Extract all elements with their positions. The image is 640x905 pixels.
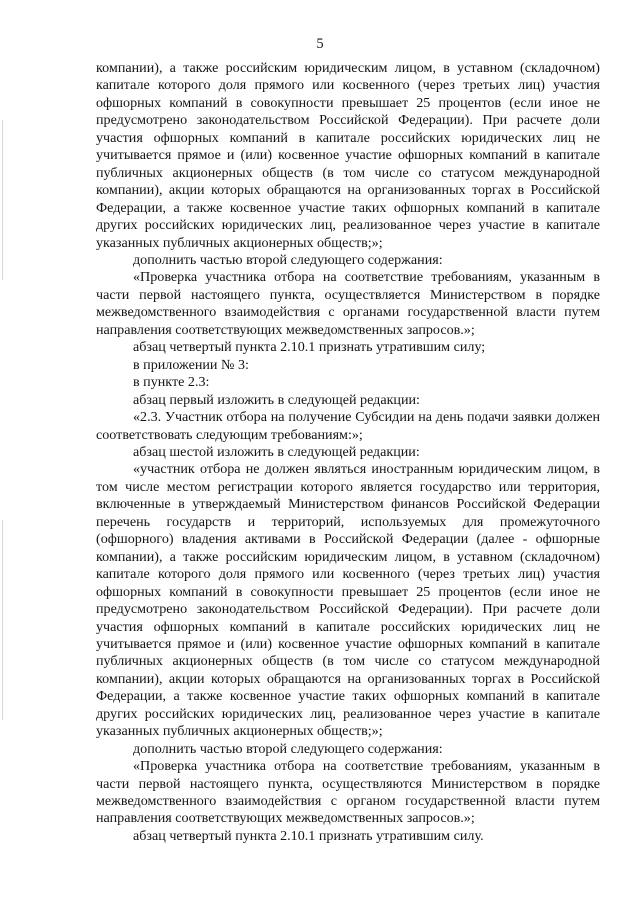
paragraph: абзац шестой изложить в следующей редакции: — [133, 443, 420, 460]
paragraph: абзац первый изложить в следующей редакции: — [133, 391, 420, 408]
scan-edge-mark — [2, 520, 3, 720]
paragraph: дополнить частью второй следующего содержания: — [133, 251, 443, 268]
paragraph-quote: «2.3. Участник отбора на получение Субсидии на день подачи заявки должен соответствовать следующим требованиям:»; — [96, 409, 600, 443]
paragraph: в приложении № 3: — [133, 356, 249, 373]
paragraph: дополнить частью второй следующего содержания: — [133, 740, 443, 757]
paragraph-quote: «участник отбора не должен являться иностранным юридическим лицом, в том числе местом регистрации которого является государство или территория, включенные в утверждаемый Министерством финансов Российской Федерации перечень государств и территорий, используемых для промежуточного (офшорного) владения активами в Российской Федерации (далее - офшорные компании), а также российским юридическим лицом, в уставном (складочном) капитале которого доля прямого или косвенного (через третьих лиц) участия офшорных компаний в совокупности превышает 25 процентов (если иное не предусмотрено законодательством Российской Федерации). При расчете доли участия офшорных компаний в капитале российских юридических лиц не учитывается прямое и (или) косвенное участие офшорных компаний в капитале публичных акционерных обществ (в том числе со статусом международной компании), акции которых обращаются на организованных торгах в Российской Федерации, а также косвенное участие таких офшорных компаний в капитале других российских юридических лиц, реализованное через участие в капитале указанных публичных акционерных обществ;»; — [96, 461, 600, 740]
paragraph: абзац четвертый пункта 2.10.1 признать утратившим силу. — [133, 827, 484, 844]
scan-edge-mark — [2, 120, 3, 280]
document-body — [96, 60, 600, 845]
paragraph-quote: «Проверка участника отбора на соответствие требованиям, указанным в части первой настоящего пункта, осуществляются Министерством в порядке межведомственного взаимодействия с органом государственной власти путем направления соответствующих межведомственных запросов.»; — [96, 758, 600, 827]
page-number: 5 — [316, 36, 324, 52]
paragraph-continuation: компании), а также российским юридическим лицом, в уставном (складочном) капитале которого доля прямого или косвенного (через третьих лиц) участия офшорных компаний в совокупности превышает 25 процентов (если иное не предусмотрено законодательством Российской Федерации). При расчете доли участия офшорных компаний в капитале российских юридических лиц не учитывается прямое и (или) косвенное участие офшорных компаний в капитале публичных акционерных обществ (в том числе со статусом международной компании), акции которых обращаются на организованных торгах в Российской Федерации, а также косвенное участие таких офшорных компаний в капитале других российских юридических лиц, реализованное через участие в капитале указанных публичных акционерных обществ;»; — [96, 60, 600, 251]
paragraph: абзац четвертый пункта 2.10.1 признать утратившим силу; — [133, 339, 486, 356]
paragraph: в пункте 2.3: — [133, 374, 210, 391]
paragraph-quote: «Проверка участника отбора на соответствие требованиям, указанным в части первой настоящего пункта, осуществляется Министерством в порядке межведомственного взаимодействия с органами государственной власти путем направления соответствующих межведомственных запросов.»; — [96, 269, 600, 338]
